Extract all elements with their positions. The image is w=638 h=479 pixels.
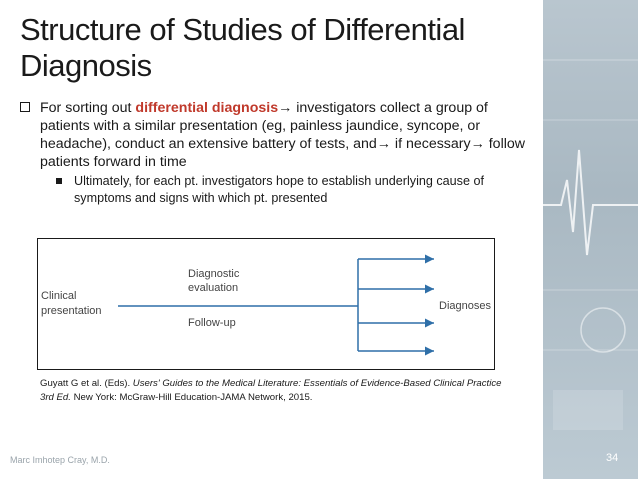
citation-publisher: New York: McGraw-Hill Education-JAMA Network, 2015. xyxy=(70,392,313,403)
slide-title xyxy=(20,12,540,84)
diagnoses-label: Diagnoses xyxy=(439,300,491,312)
citation-title: Users' Guides to the Medical Literature: Essentials of Evidence-Based Clinical Practice 3rd Ed. xyxy=(40,378,502,403)
citation xyxy=(40,377,510,405)
bullet-sub xyxy=(18,173,538,207)
bullet-text: if necessary xyxy=(390,136,471,152)
arrow-icon: → xyxy=(470,136,485,152)
presentation-label: presentation xyxy=(41,305,102,317)
flow-diagram-graphic xyxy=(38,239,494,369)
title-line-2: Diagnosis xyxy=(20,48,152,83)
bullet-text: follow patients forward in time xyxy=(40,136,526,170)
page-number: 34 xyxy=(606,452,619,464)
square-bullet-icon xyxy=(56,178,62,184)
decorative-side-panel xyxy=(543,0,638,479)
flow-diagram xyxy=(37,238,495,370)
clinical-label: Clinical xyxy=(41,290,77,302)
title-line-1: Structure of Studies of Differential xyxy=(20,12,465,47)
follow-up-label: Follow-up xyxy=(188,317,236,329)
bullet-main xyxy=(18,99,538,171)
citation-authors: Guyatt G et al. (Eds). xyxy=(40,378,133,389)
highlight-term: differential diagnosis xyxy=(135,100,279,116)
evaluation-label: evaluation xyxy=(188,282,239,294)
arrow-icon: → xyxy=(278,100,293,116)
diagnostic-label: Diagnostic xyxy=(188,268,240,280)
footer-author: Marc Imhotep Cray, M.D. xyxy=(10,455,110,465)
bullet-list xyxy=(18,99,538,207)
sub-bullet-text: Ultimately, for each pt. investigators hope to establish underlying cause of symptoms and signs with which pt. presented xyxy=(74,174,484,205)
arrow-icon: → xyxy=(376,136,391,152)
bullet-text: For sorting out xyxy=(40,100,136,116)
checkbox-bullet-icon xyxy=(20,102,30,112)
bullet-text: investigators collect a group of patients with a similar presentation (eg, painless jaundice, syncope, or headache), conduct an extensive battery of tests, and xyxy=(40,100,488,152)
ecg-background-graphic xyxy=(543,0,638,479)
